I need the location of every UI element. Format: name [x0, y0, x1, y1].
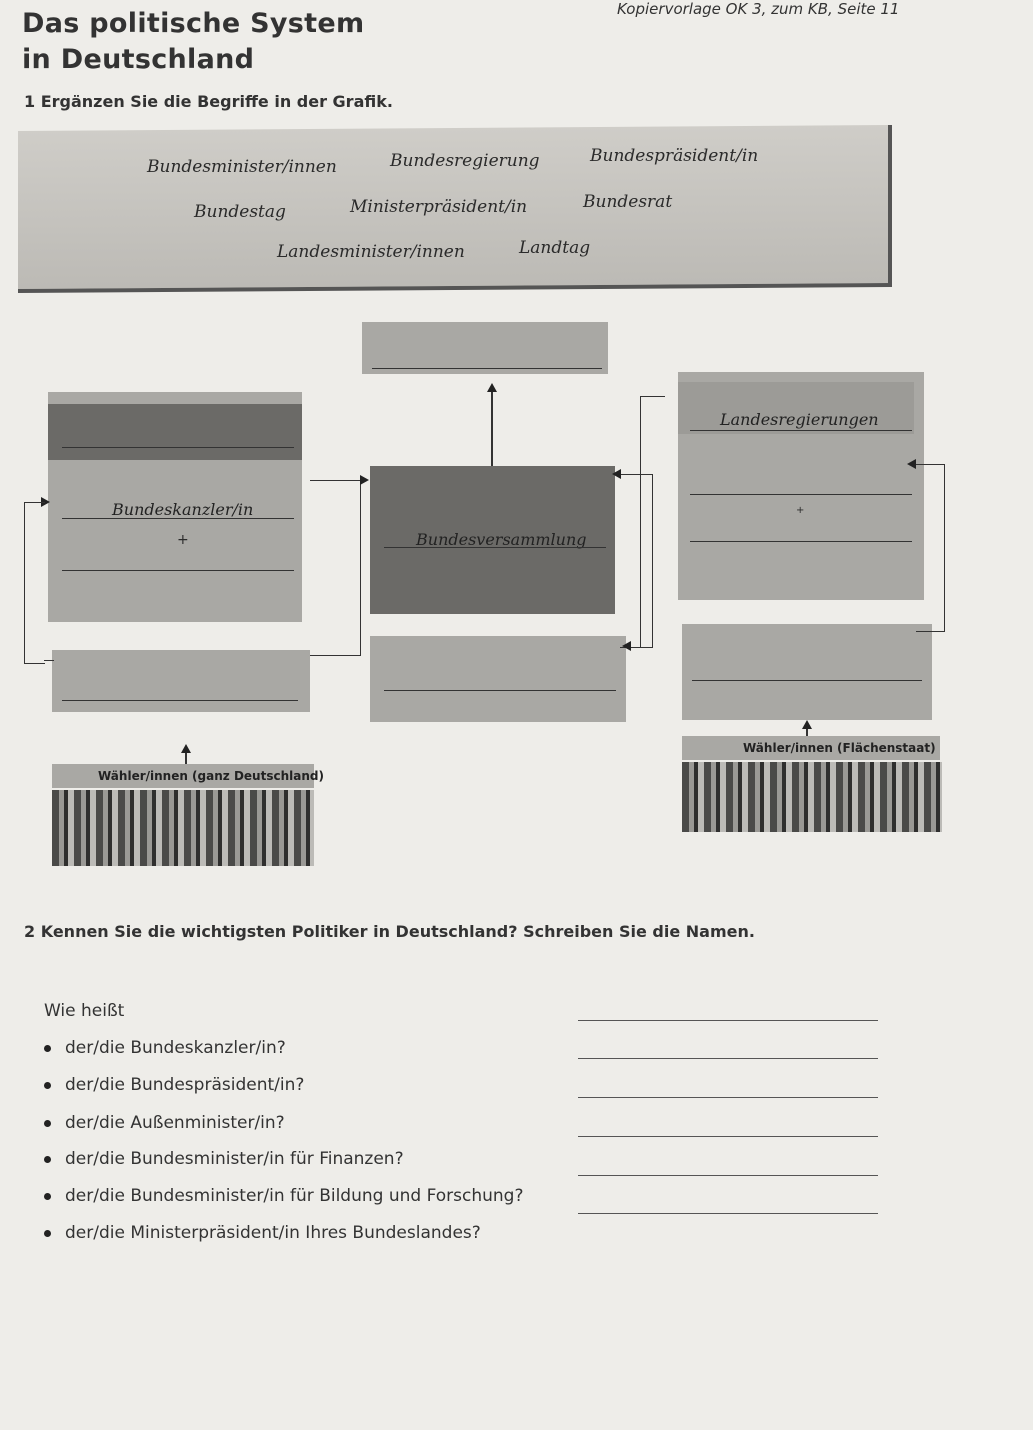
box-left-header	[48, 404, 302, 460]
connector-right-outer	[640, 396, 665, 647]
connector-left-center	[310, 480, 361, 656]
label-landesregierungen: Landesregierungen	[720, 410, 879, 429]
answer-line-2[interactable]	[578, 1058, 878, 1059]
arrow-up-voters-left-icon	[181, 744, 191, 753]
arrow-up-icon	[487, 383, 497, 392]
plus-left: +	[177, 532, 189, 548]
question-2-text: der/die Bundespräsident/in?	[65, 1075, 305, 1095]
question-5	[44, 1186, 524, 1206]
answer-line-left-bottom[interactable]	[62, 700, 298, 701]
word-bundespraesident: Bundespräsident/in	[590, 146, 759, 166]
answer-line-left-header[interactable]	[62, 447, 294, 448]
question-4-text: der/die Bundesminister/in für Finanzen?	[65, 1149, 404, 1169]
label-bundeskanzler: Bundeskanzler/in	[112, 500, 254, 519]
answer-line-4[interactable]	[578, 1136, 878, 1137]
bullet-icon	[44, 1120, 51, 1127]
answer-line-center-bottom[interactable]	[384, 690, 616, 691]
box-top-center	[362, 322, 608, 374]
word-bundestag: Bundestag	[194, 202, 286, 222]
box-left-bottom	[52, 650, 310, 712]
task1-instruction: 1 Ergänzen Sie die Begriffe in der Grafik.	[24, 92, 393, 111]
page-title-line2: in Deutschland	[22, 44, 255, 75]
question-5-text: der/die Bundesminister/in für Bildung und Forschung?	[65, 1186, 524, 1206]
arrow-left-bottom-icon	[622, 641, 631, 651]
answer-line-left-minister[interactable]	[62, 570, 294, 571]
word-landtag: Landtag	[519, 238, 591, 258]
task2-instruction: 2 Kennen Sie die wichtigsten Politiker in Deutschland? Schreiben Sie die Namen.	[24, 922, 755, 941]
question-3	[44, 1113, 285, 1133]
task2-intro: Wie heißt	[44, 1001, 125, 1021]
bullet-icon	[44, 1156, 51, 1163]
question-4	[44, 1149, 404, 1169]
box-right-bottom	[682, 624, 932, 720]
word-bundesregierung: Bundesregierung	[390, 151, 540, 171]
answer-line-top-center[interactable]	[372, 368, 602, 369]
arrow-right-center-icon	[360, 475, 369, 485]
connector-vertical-center	[491, 392, 493, 468]
page-title-line1: Das politische System	[22, 8, 365, 39]
bullet-icon	[44, 1082, 51, 1089]
connector-left-loop	[24, 502, 45, 664]
box-center-bottom	[370, 636, 626, 722]
question-3-text: der/die Außenminister/in?	[65, 1113, 285, 1133]
arrow-left-top-icon	[612, 469, 621, 479]
bullet-icon	[44, 1045, 51, 1052]
word-ministerpraesident: Ministerpräsident/in	[350, 197, 528, 217]
answer-line-3[interactable]	[578, 1097, 878, 1098]
question-6-text: der/die Ministerpräsident/in Ihres Bundeslandes?	[65, 1223, 481, 1243]
question-6	[44, 1223, 481, 1243]
label-voters-state: Wähler/innen (Flächenstaat)	[743, 741, 936, 755]
line-bundeskanzler	[62, 518, 294, 519]
word-bundesminister: Bundesminister/innen	[147, 157, 337, 177]
voters-state-photo	[682, 762, 942, 832]
line-landesregierungen	[690, 430, 912, 431]
answer-line-1[interactable]	[578, 1020, 878, 1021]
question-1	[44, 1038, 286, 1058]
word-landesminister: Landesminister/innen	[277, 242, 465, 262]
arrow-left-right-icon	[907, 459, 916, 469]
bullet-icon	[44, 1193, 51, 1200]
voters-germany-photo	[52, 790, 314, 866]
label-voters-germany: Wähler/innen (ganz Deutschland)	[98, 769, 324, 783]
question-2	[44, 1075, 304, 1095]
answer-line-right-landesminister[interactable]	[690, 541, 912, 542]
arrow-up-voters-right-icon	[802, 720, 812, 729]
answer-line-5[interactable]	[578, 1175, 878, 1176]
plus-right: +	[796, 505, 805, 516]
line-bundesversammlung	[384, 547, 606, 548]
bullet-icon	[44, 1230, 51, 1237]
answer-line-right-bottom[interactable]	[692, 680, 922, 681]
connector-left-loop-end	[44, 660, 54, 661]
reference-note: Kopiervorlage OK 3, zum KB, Seite 11	[617, 0, 900, 18]
question-1-text: der/die Bundeskanzler/in?	[65, 1038, 286, 1058]
connector-right-loop	[916, 464, 945, 632]
answer-line-6[interactable]	[578, 1213, 878, 1214]
answer-line-right-ministerpraesident[interactable]	[690, 494, 912, 495]
word-bundesrat: Bundesrat	[583, 192, 673, 212]
label-bundesversammlung: Bundesversammlung	[416, 530, 587, 549]
